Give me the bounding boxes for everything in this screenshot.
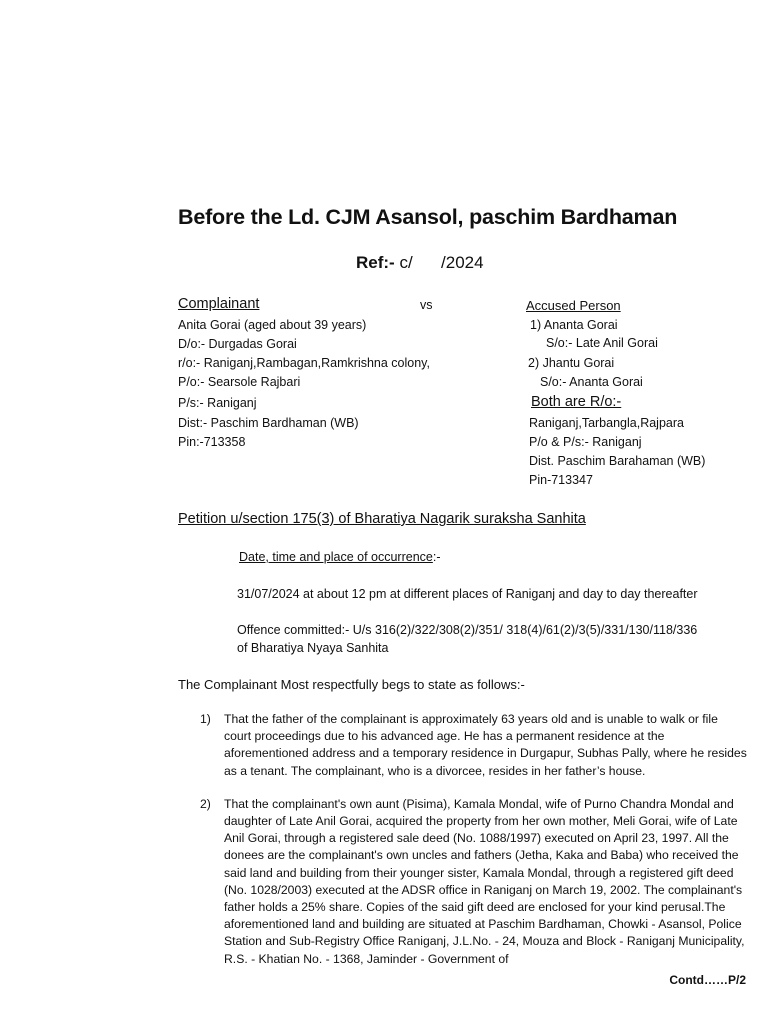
versus-label: vs: [420, 298, 433, 312]
continued-marker: Contd……P/2: [669, 973, 746, 987]
complainant-police-station: P/s:- Raniganj: [178, 396, 257, 410]
complainant-heading: Complainant: [178, 296, 260, 312]
accused-pin: Pin-713347: [529, 473, 593, 487]
petition-title: Petition u/section 175(3) of Bharatiya Nagarik suraksha Sanhita: [178, 511, 586, 527]
paragraph-number: 2): [200, 796, 211, 811]
offence-code: of Bharatiya Nyaya Sanhita: [237, 641, 389, 655]
accused-1-parent: S/o:- Late Anil Gorai: [546, 336, 658, 350]
accused-2-parent: S/o:- Ananta Gorai: [540, 375, 643, 389]
complainant-residence: r/o:- Raniganj,Rambagan,Ramkrishna colony,: [178, 356, 430, 370]
occurrence-detail: 31/07/2024 at about 12 pm at different places of Raniganj and day to day thereafter: [237, 587, 698, 601]
complainant-district: Dist:- Paschim Bardhaman (WB): [178, 416, 359, 430]
complainant-pin: Pin:-713358: [178, 435, 246, 449]
accused-post-office: P/o & P/s:- Raniganj: [529, 435, 642, 449]
accused-2-name: 2) Jhantu Gorai: [528, 356, 615, 370]
reference-value: c/ /2024: [399, 253, 484, 272]
accused-address: Raniganj,Tarbangla,Rajpara: [529, 416, 684, 430]
paragraph-text: That the father of the complainant is approximately 63 years old and is unable to walk or file court proceedings due to his advanced age. He has a permanent residence at the aforementioned address and a temporary residence in Durgapur, Subhas Pally, where he resides as a tenant. The complainant, who is a divorcee, resides in her father’s house.: [224, 712, 747, 778]
paragraph-list: [178, 711, 748, 984]
occurrence-suffix: :-: [432, 550, 441, 564]
paragraph-text: That the complainant's own aunt (Pisima), Kamala Mondal, wife of Purno Chandra Mondal and daughter of Late Anil Gorai, acquired the property from her own mother, Meli Gorai, wife of Late Anil Gorai, through a registered sale deed (No. 1088/1997) executed on April 23, 1997. All the donees are the complainant's own uncles and fathers (Jetha, Kaka and Baba) who received the said land and building from their younger sister, Kamala Mondal, through a registered gift deed (No. 1028/2003) executed at the ADSR office in Raniganj on March 19, 2002. The complainant's father holds a 25% share. Copies of the said gift deed are enclosed for your kind perusal.The aforementioned land and building are situated at Paschim Bardhaman, Chowki - Asansol, Police Station and Sub-Registry Office Raniganj, J.L.No. - 24, Mouza and Block - Raniganj Municipality, R.S. - Khatian No. - 1368, Jaminder - Government of: [224, 796, 745, 966]
paragraph-number: 1): [200, 712, 211, 726]
reference-label: Ref:-: [356, 253, 395, 272]
paragraph-item: [178, 711, 748, 780]
complainant-parent: D/o:- Durgadas Gorai: [178, 337, 297, 351]
complainant-post-office: P/o:- Searsole Rajbari: [178, 375, 301, 389]
accused-1-name: 1) Ananta Gorai: [530, 318, 618, 332]
document-title: Before the Ld. CJM Asansol, paschim Bardhaman: [178, 205, 678, 229]
paragraph-item: [178, 796, 748, 968]
occurrence-heading: [239, 550, 441, 564]
accused-heading: Accused Person: [526, 298, 621, 313]
accused-district: Dist. Paschim Barahaman (WB): [529, 454, 706, 468]
reference-line: [356, 253, 484, 273]
accused-residence-heading: Both are R/o:-: [531, 394, 622, 410]
statement-intro: The Complainant Most respectfully begs to state as follows:-: [178, 677, 525, 692]
occurrence-label: Date, time and place of occurrence: [239, 550, 433, 564]
complainant-name: Anita Gorai (aged about 39 years): [178, 318, 367, 332]
offence-sections: Offence committed:- U/s 316(2)/322/308(2)/351/ 318(4)/61(2)/3(5)/331/130/118/336: [237, 623, 698, 637]
